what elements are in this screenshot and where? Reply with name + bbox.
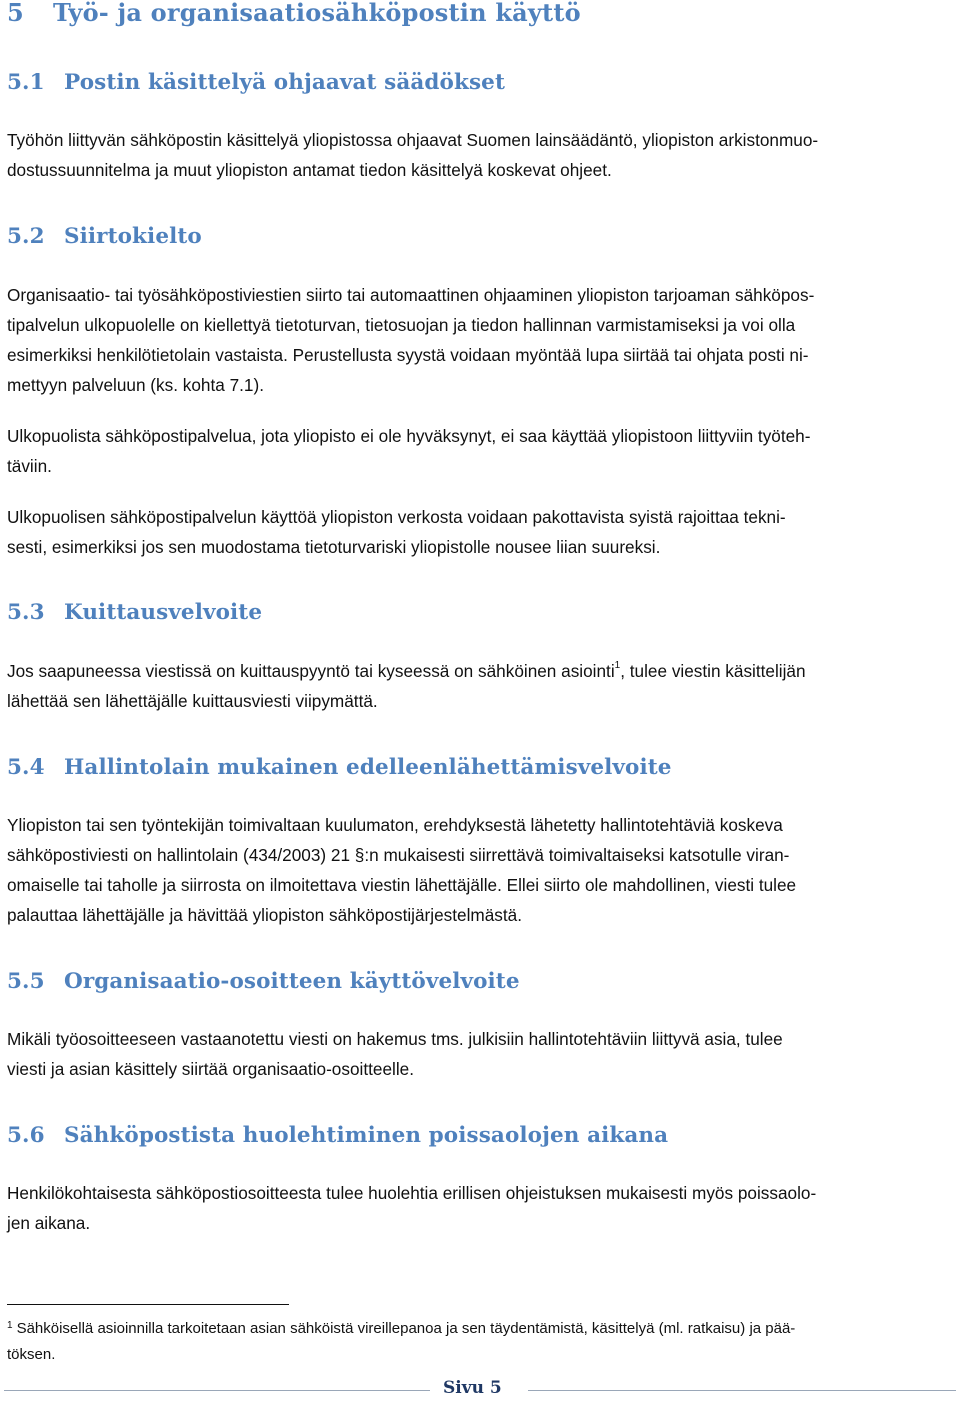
section-number: 5.2	[7, 224, 45, 249]
paragraph-line: dostussuunnitelma ja muut yliopiston antamat tiedon käsittelyä koskevat ohjeet.	[7, 160, 612, 180]
paragraph-text: Jos saapuneessa viestissä on kuittauspyyntö tai kyseessä on sähköinen asiointi	[7, 661, 615, 681]
section-title: Hallintolain mukainen edelleenlähettämisvelvoite	[64, 755, 672, 780]
paragraph-line: mettyyn palveluun (ks. kohta 7.1).	[7, 375, 264, 395]
paragraph-line: täviin.	[7, 456, 52, 476]
section-title: Organisaatio-osoitteen käyttövelvoite	[64, 969, 520, 994]
footnote-line: töksen.	[7, 1346, 56, 1363]
section-title: Postin käsittelyä ohjaavat säädökset	[64, 70, 505, 95]
chapter-title: Työ- ja organisaatiosähköpostin käyttö	[53, 0, 581, 27]
paragraph-5-2-b	[7, 421, 810, 481]
paragraph-5-4	[7, 810, 796, 930]
footer-rule-right	[528, 1390, 956, 1391]
paragraph-line: sähköpostiviesti on hallintolain (434/2003) 21 §:n mukaisesti siirrettävä toimivaltaiseksi katsotulle viran-	[7, 845, 790, 865]
paragraph-line: Työhön liittyvän sähköpostin käsittelyä yliopistossa ohjaavat Suomen lainsäädäntö, yliopiston arkistonmuo-	[7, 130, 819, 150]
paragraph-line: Ulkopuolisen sähköpostipalvelun käyttöä yliopiston verkosta voidaan pakottavista syistä rajoittaa tekni-	[7, 507, 786, 527]
paragraph-line: omaiselle tai taholle ja siirrosta on ilmoitettava viestin lähettäjälle. Ellei siirto ole mahdollinen, viesti tulee	[7, 875, 797, 895]
section-title: Kuittausvelvoite	[64, 600, 263, 625]
section-heading-5-6	[7, 1123, 668, 1148]
section-number: 5.6	[7, 1123, 45, 1148]
section-heading-5-1	[7, 70, 505, 95]
section-number: 5.3	[7, 600, 45, 625]
paragraph-5-2-a	[7, 280, 814, 400]
section-heading-5-3	[7, 600, 262, 625]
section-heading-5-5	[7, 969, 520, 994]
paragraph-line	[7, 656, 806, 686]
section-number: 5.4	[7, 755, 45, 780]
footnote-separator	[7, 1304, 289, 1305]
paragraph-5-5	[7, 1024, 783, 1084]
paragraph-5-3	[7, 656, 806, 716]
paragraph-line: tipalvelun ulkopuolelle on kiellettyä tietoturvan, tietosuojan ja tiedon hallinnan varmistamiseksi ja voi olla	[7, 315, 796, 335]
paragraph-line: jen aikana.	[7, 1213, 91, 1233]
section-title: Sähköpostista huolehtiminen poissaolojen aikana	[64, 1123, 669, 1148]
section-heading-5-4	[7, 755, 672, 780]
paragraph-5-1	[7, 125, 818, 185]
footnote-reference[interactable]: 1	[614, 660, 621, 672]
footer-rule-left	[4, 1390, 430, 1391]
chapter-number: 5	[7, 0, 24, 27]
section-heading-5-2	[7, 224, 202, 249]
section-number: 5.1	[7, 70, 45, 95]
page-number: Sivu 5	[443, 1378, 502, 1398]
footnote-text: Sähköisellä asioinnilla tarkoitetaan asian sähköistä vireillepanoa ja sen täydentämistä, käsittelyä (ml. ratkaisu) ja pää-	[16, 1320, 796, 1337]
paragraph-5-2-c	[7, 502, 786, 562]
section-number: 5.5	[7, 969, 45, 994]
paragraph-line: Henkilökohtaisesta sähköpostiosoitteesta tulee huolehtia erillisen ohjeistuksen mukaisesti myös poissaolo-	[7, 1183, 817, 1203]
chapter-heading	[7, 0, 581, 27]
paragraph-text: , tulee viestin käsittelijän	[620, 661, 806, 681]
paragraph-line: lähettää sen lähettäjälle kuittausviesti viipymättä.	[7, 691, 378, 711]
paragraph-line: Ulkopuolista sähköpostipalvelua, jota yliopisto ei ole hyväksynyt, ei saa käyttää yliopistoon liittyviin työteh-	[7, 426, 811, 446]
paragraph-line: viesti ja asian käsittely siirtää organisaatio-osoitteelle.	[7, 1059, 414, 1079]
paragraph-line: Organisaatio- tai työsähköpostiviestien siirto tai automaattinen ohjaaminen yliopiston tarjoaman sähköpos-	[7, 285, 815, 305]
paragraph-line: Mikäli työosoitteeseen vastaanotettu viesti on hakemus tms. julkisiin hallintotehtäviin liittyvä asia, tulee	[7, 1029, 783, 1049]
paragraph-line: palauttaa lähettäjälle ja hävittää yliopiston sähköpostijärjestelmästä.	[7, 905, 522, 925]
footnote-line	[7, 1317, 795, 1343]
section-title: Siirtokielto	[64, 224, 202, 249]
paragraph-5-6	[7, 1178, 816, 1238]
paragraph-line: sesti, esimerkiksi jos sen muodostama tietoturvariski yliopistolle nousee liian suureksi.	[7, 537, 661, 557]
footnote	[7, 1317, 795, 1367]
paragraph-line: Yliopiston tai sen työntekijän toimivaltaan kuulumaton, erehdyksestä lähetetty hallintotehtäviä koskeva	[7, 815, 783, 835]
paragraph-line: esimerkiksi henkilötietolain vastaista. Perustellusta syystä voidaan myöntää lupa siirtää tai ohjata posti ni-	[7, 345, 809, 365]
footnote-mark: 1	[7, 1320, 13, 1331]
